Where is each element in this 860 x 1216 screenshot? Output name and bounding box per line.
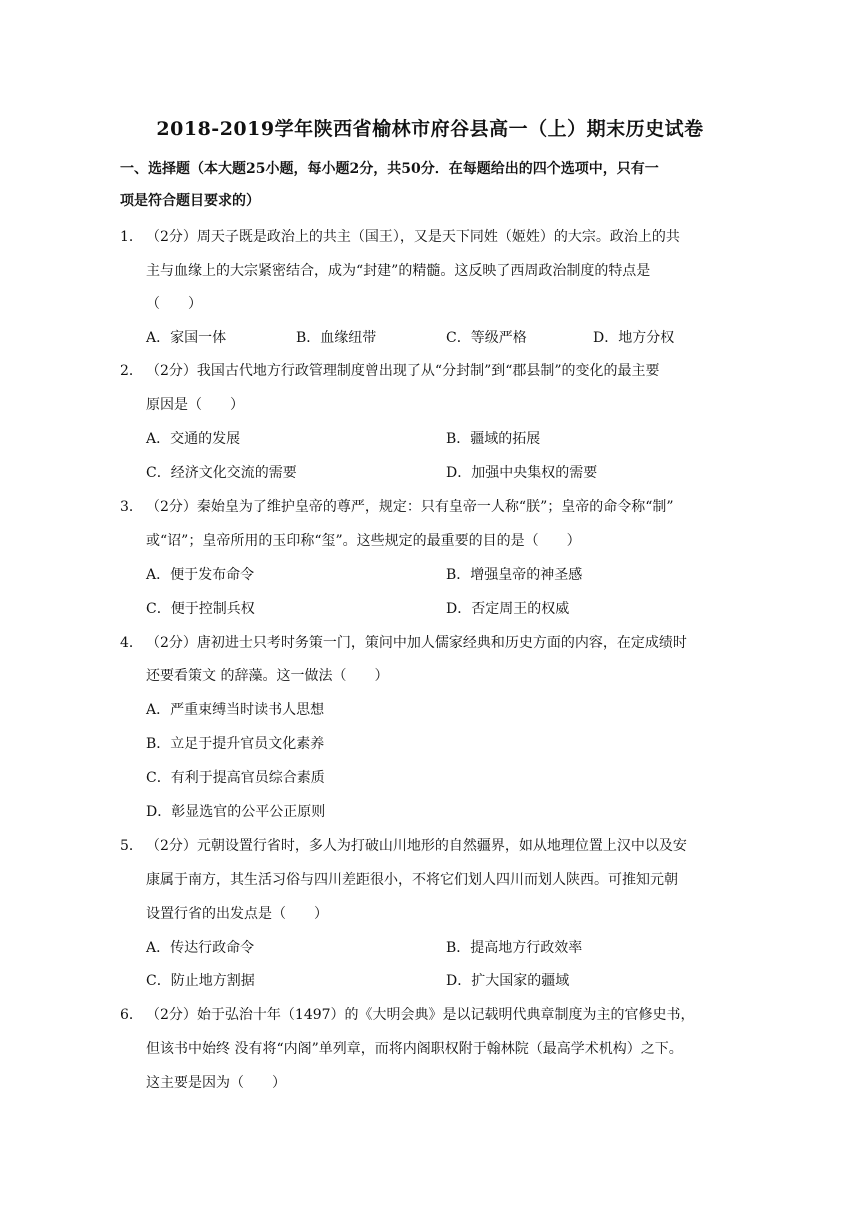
option-b[interactable]: B．增强皇帝的神圣感 [446,567,583,583]
question-number: 6． [120,1007,143,1023]
question-text-line: 这主要是因为（ ） [146,1075,286,1091]
option-d[interactable]: D．地方分权 [593,330,675,346]
question-text-line: 康属于南方，其生活习俗与四川差距很小，不将它们划人四川而划人陕西。可推知元朝 [146,872,678,888]
option-a[interactable]: A．交通的发展 [146,431,241,447]
option-c[interactable]: C．防止地方割据 [146,973,255,989]
question-number: 2． [120,363,143,379]
question-text-line: 但该书中始终 没有将“内阁”单列章，而将内阁职权附于翰林院（最高学术机构）之下。 [146,1041,683,1057]
question-text-line: 还要看策文 的辞藻。这一做法（ ） [146,668,389,684]
question-number: 3． [120,499,143,515]
section-heading-line-2: 项是符合题目要求的） [120,193,260,209]
question-text-line: （ ） [146,296,202,312]
option-b[interactable]: B．提高地方行政效率 [446,940,583,956]
option-a[interactable]: A．家国一体 [146,330,227,346]
option-c[interactable]: C．经济文化交流的需要 [146,465,297,481]
option-b[interactable]: B．血缘纽带 [296,330,377,346]
question-text-line: 或“诏”；皇帝所用的玉印称“玺”。这些规定的最重要的目的是（ ） [146,533,581,549]
question-number: 4． [120,635,143,651]
option-c[interactable]: C．便于控制兵权 [146,601,255,617]
option-c[interactable]: C．等级严格 [446,330,527,346]
question-text-line: （2分）我国古代地方行政管理制度曾出现了从“分封制”到“郡县制”的变化的最主要 [146,363,660,379]
option-d[interactable]: D．彰显选官的公平公正原则 [146,804,326,820]
option-b[interactable]: B．疆域的拓展 [446,431,541,447]
question-text-line: （2分）唐初进士只考时务策一门，策问中加人儒家经典和历史方面的内容，在定成绩时 [146,635,687,651]
option-b[interactable]: B．立足于提升官员文化素养 [146,736,325,752]
question-text-line: （2分）元朝设置行省时，多人为打破山川地形的自然疆界，如从地理位置上汉中以及安 [146,838,687,854]
option-d[interactable]: D．扩大国家的疆域 [446,973,570,989]
section-heading-line-1: 一、选择题（本大题25小题，每小题2分，共50分．在每题给出的四个选项中，只有一 [120,161,659,177]
option-d[interactable]: D．否定周王的权威 [446,601,570,617]
option-a[interactable]: A．传达行政命令 [146,940,255,956]
question-number: 1． [120,229,143,245]
question-text-line: 主与血缘上的大宗紧密结合，成为“封建”的精髓。这反映了西周政治制度的特点是 [146,263,651,279]
question-text-line: 设置行省的出发点是（ ） [146,906,328,922]
question-text-line: （2分）秦始皇为了维护皇帝的尊严，规定：只有皇帝一人称“朕”；皇帝的命令称“制” [146,499,674,515]
option-c[interactable]: C．有利于提高官员综合素质 [146,770,325,786]
question-text-line: （2分）周天子既是政治上的共主（国王），又是天下同姓（姬姓）的大宗。政治上的共 [146,229,680,245]
question-number: 5． [120,838,143,854]
option-d[interactable]: D．加强中央集权的需要 [446,465,598,481]
option-a[interactable]: A．便于发布命令 [146,567,255,583]
option-a[interactable]: A．严重束缚当时读书人思想 [146,702,325,718]
question-text-line: 原因是（ ） [146,397,244,413]
exam-title: 2018-2019学年陕西省榆林市府谷县高一（上）期末历史试卷 [156,118,704,140]
question-text-line: （2分）始于弘治十年（1497）的《大明会典》是以记载明代典章制度为主的官修史书， [146,1007,695,1023]
